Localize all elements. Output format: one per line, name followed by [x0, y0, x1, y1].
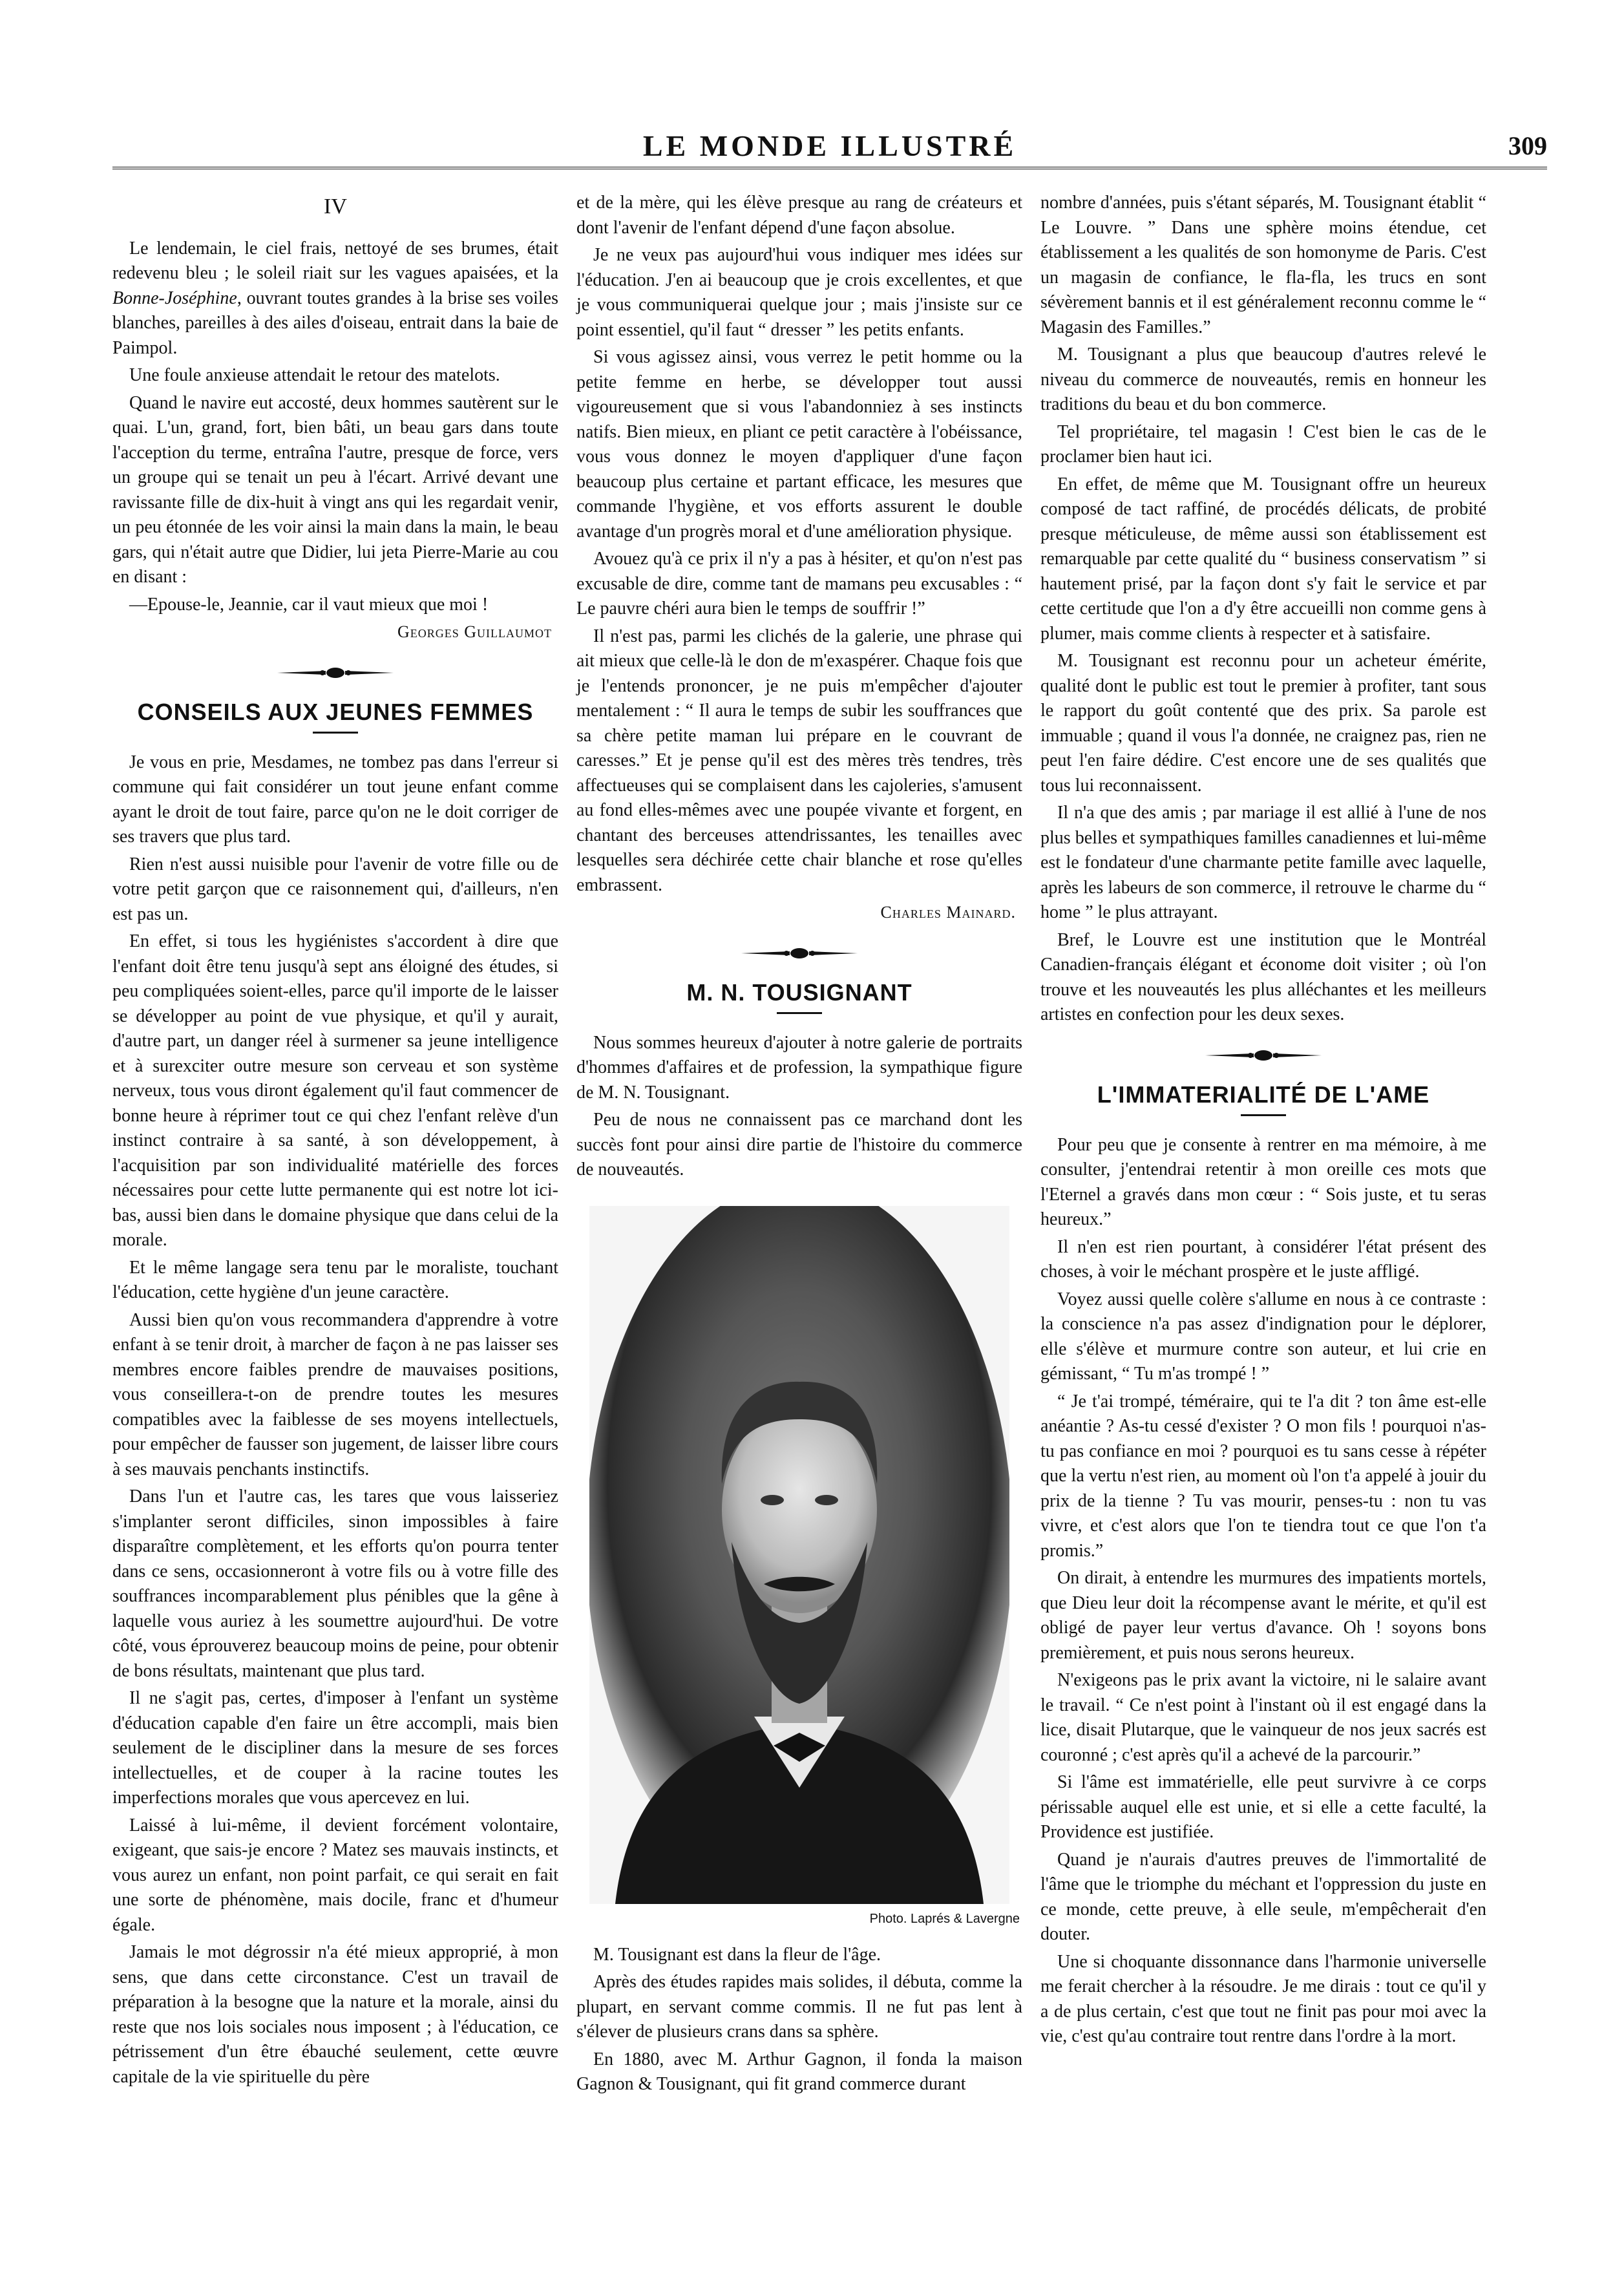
article-paragraph: Il ne s'agit pas, certes, d'imposer à l'enfant un système d'éducation capable d'en faire un être accompli, mais bien seulement de le discipliner dans la mesure de ses forces intellectuelles, et de couper à la racine toutes les imperfections morales que vous apercevez en lui. — [112, 1688, 558, 1808]
article-paragraph: Peu de nous ne connaissent pas ce marchand dont les succès font pour ainsi dire partie de l'histoire du commerce de nouveautés. — [576, 1110, 1022, 1179]
photo-credit: Photo. Laprés & Lavergne — [869, 1911, 1020, 1926]
article-paragraph: Après des études rapides mais solides, il débuta, comme la plupart, en servant comme commis. Il ne fut pas lent à s'élever de plusieurs crans dans sa sphère. — [576, 1972, 1022, 2042]
article-paragraph: Il n'est pas, parmi les clichés de la galerie, une phrase qui ait mieux que celle-là le don de m'exaspérer. Chaque fois que je l'entends prononcer, je ne puis m'empêcher d'ajouter mentalement : “ Il aura le temps de subir les souffrances que sa chère petite maman lui prépare en le couvrant de caresses.” Et je pense qu'il est des mères très tendres, très affectueuses qui se complaisent dans les cajoleries, s'amusent au fond elles-mêmes avec une poupée vivante et forgent, en chantant des berceuses attendrissantes, les tenailles avec lesquelles sera déchirée cette chair blanche et rose qu'elles embrassent. — [576, 626, 1022, 895]
ornament-divider-icon — [271, 663, 400, 682]
publication-title: LE MONDE ILLUSTRÉ — [642, 129, 1017, 162]
section-ornament — [112, 663, 558, 686]
article-paragraph: En effet, de même que M. Tousignant offre un heureux composé de tact raffiné, de procédés délicats, de probité presque méticuleuse, de même aussi son établissement est remarquable par cette qualité du “ business conservatism ” si hautement prisé, par la façon dont s'y fait le service et par cette certitude que l'on a d'y être accueilli non comme gens à plumer, mais comme clients à respecter et à satisfaire. — [1040, 474, 1486, 644]
article-paragraph: Rien n'est aussi nuisible pour l'avenir de votre fille ou de votre petit garçon que ce raisonnement qui, d'ailleurs, n'en est pas un. — [112, 854, 558, 924]
article-paragraph: nombre d'années, puis s'étant séparés, M. Tousignant établit “ Le Louvre. ” Dans une sphère moins étendue, cet établissement a les qualités de son homonyme de Paris. C'est un magasin de confiance, le fla-fla, les trucs en sont sévèrement bannis et il est généralement reconnu comme le “ Magasin des Familles.” — [1040, 193, 1486, 337]
column-1 — [112, 191, 558, 2092]
article-paragraph: En 1880, avec M. Arthur Gagnon, il fonda la maison Gagnon & Tousignant, qui fit grand commerce durant — [576, 2049, 1022, 2094]
article-paragraph: M. Tousignant est dans la fleur de l'âge. — [593, 1944, 881, 1965]
running-head — [112, 127, 1547, 169]
article-paragraph: “ Je t'ai trompé, téméraire, qui te l'a dit ? ton âme est-elle anéantie ? As-tu cessé d'exister ? O mon fils ! pourquoi n'as-tu pas confiance en moi ? pourquoi es tu sans cesse à répéter que la vertu n'est rien, au moment où l'on t'a appelé à jouir du prix de la tienne ? Tu vas mourir, penses-tu : non tu vas vivre, et c'est alors que l'on te tiendra tout ce que l'on t'a promis.” — [1040, 1391, 1486, 1561]
ornament-divider-icon — [1199, 1046, 1328, 1065]
article-paragraph: Si vous agissez ainsi, vous verrez le petit homme ou la petite femme en herbe, se développer tout aussi vigoureusement que si vous l'abandonniez à ses instincts natifs. Bien mieux, en pliant ce petit caractère à l'obéissance, vous vous donnez le moyen d'appliquer d'une façon beaucoup plus certaine et partant efficace, les mesures que commande l'hygiène, et vos efforts assurent le double avantage d'un progrès moral et d'une amélioration physique. — [576, 347, 1022, 542]
portrait-photo — [589, 1206, 1009, 1904]
title-rule — [1241, 1114, 1286, 1116]
story-paragraph: Quand le navire eut accosté, deux hommes sautèrent sur le quai. L'un, grand, fort, bien bâti, un beau gars dans toute l'acception du terme, entraîna l'autre, presque de force, vers un groupe qui se tenait un peu à l'écart. Arrivé devant une ravissante fille de dix-huit à vingt ans qui les regardait venir, un peu étonnée de les voir ainsi la main dans la main, le beau gars, qui n'était autre que Didier, lui jeta Pierre-Marie au cou en disant : — [112, 392, 558, 587]
article-paragraph: N'exigeons pas le prix avant la victoire, ni le salaire avant le travail. “ Ce n'est point à l'instant où il est engagé dans la lice, disait Plutarque, que le vainqueur de nos jeux sacrés est couronné ; c'est après qu'il a achevé de la parcourir.” — [1040, 1670, 1486, 1765]
column-2 — [576, 191, 1022, 2100]
article-paragraph: Aussi bien qu'on vous recommandera d'apprendre à votre enfant à se tenir droit, à marcher de façon à ne pas laisser ses membres encore faibles prendre de mauvaises positions, vous conseillera-t-on de prendre toutes les mesures compatibles avec la faiblesse de ses moyens intellectuels, pour empêcher de fausser son jugement, de laisser libre cours à ses mauvais penchants instinctifs. — [112, 1309, 558, 1479]
article-signature: Charles Mainard. — [880, 903, 1016, 922]
article-paragraph: Jamais le mot dégrossir n'a été mieux approprié, à mon sens, que dans cette circonstance. C'est un travail de préparation à la besogne que la nature et la morale, ainsi du reste que nos lois sociales nous imposent ; à l'éducation, ce pétrissement d'un être ébauché seulement, cette œuvre capitale de la vie spirituelle du père — [112, 1942, 558, 2087]
ornament-divider-icon — [735, 944, 864, 963]
article-paragraph: Une si choquante dissonnance dans l'harmonie universelle me ferait chercher à la résoudre. Je me dirais : tout ce qu'il y a de plus certain, c'est que tout ne finit pas pour moi avec la vie, c'est qu'au contraire tout rentre dans l'ordre à la mort. — [1040, 1951, 1486, 2046]
article-paragraph: On dirait, à entendre les murmures des impatients mortels, que Dieu leur doit la récompense avant le mérite, et qu'il est obligé de payer leur vertus d'avance. Oh ! soyons bons premièrement, et puis nous serons heureux. — [1040, 1568, 1486, 1663]
section-ornament — [1040, 1046, 1486, 1069]
article-paragraph: et de la mère, qui les élève presque au rang de créateurs et dont l'avenir de l'enfant dépend d'une façon absolue. — [576, 193, 1022, 238]
article-title-tousignant: M. N. TOUSIGNANT — [686, 978, 912, 1006]
article-paragraph: Dans l'un et l'autre cas, les tares que vous laisseriez s'implanter seront difficiles, sinon impossibles à faire disparaître complètement, et les efforts qu'on pourra tenter dans ce sens, occasionneront à votre fils ou à votre fille des souffrances incomparablement plus pénibles que la gêne à laquelle vous auriez à les soumettre aujourd'hui. De votre côté, vous éprouverez beaucoup moins de peine, pour obtenir de bons résultats, maintenant que plus tard. — [112, 1486, 558, 1681]
article-paragraph: Je vous en prie, Mesdames, ne tombez pas dans l'erreur si commune qui fait considérer un tout jeune enfant comme ayant le droit de tout faire, parce qu'on ne le doit corriger de ses travers que plus tard. — [112, 752, 558, 847]
title-rule — [777, 1012, 822, 1014]
ship-name: Bonne-Joséphine — [112, 288, 237, 308]
article-paragraph: Tel propriétaire, tel magasin ! C'est bien le cas de le proclamer bien haut ici. — [1040, 421, 1486, 467]
article-paragraph: Il n'en est rien pourtant, à considérer l'état présent des choses, à voir le méchant prospère et le juste affligé. — [1040, 1236, 1486, 1282]
article-paragraph: Si l'âme est immatérielle, elle peut survivre à ce corps périssable auquel elle est unie, et si elle a cette faculté, la Providence est justifiée. — [1040, 1772, 1486, 1842]
article-paragraph: M. Tousignant a plus que beaucoup d'autres relevé le niveau du commerce de nouveautés, remis en honneur les traditions du beau et du bon commerce. — [1040, 344, 1486, 414]
article-paragraph: Nous sommes heureux d'ajouter à notre galerie de portraits d'hommes d'affaires et de profession, la sympathique figure de M. N. Tousignant. — [576, 1032, 1022, 1103]
article-paragraph: Et le même langage sera tenu par le moraliste, touchant l'éducation, cette hygiène d'un jeune caractère. — [112, 1257, 558, 1302]
article-title-immaterialite: L'IMMATERIALITÉ DE L'AME — [1097, 1081, 1430, 1108]
page-number: 309 — [1508, 131, 1547, 160]
article-paragraph: Il n'a que des amis ; par mariage il est allié à l'une de nos plus belles et sympathiques familles canadiennes et lui-même est le fondateur d'une charmante petite famille avec laquelle, après les labeurs de son commerce, il retrouve le charme du “ home ” le plus attrayant. — [1040, 803, 1486, 922]
story-signature: Georges Guillaumot — [397, 622, 552, 641]
title-rule — [313, 732, 358, 734]
story-paragraph: Le lendemain, le ciel frais, nettoyé de ses brumes, était redevenu bleu ; le soleil riait sur les vagues apaisées, et la Bonne-Joséphine, ouvrant toutes grandes à la brise ses voiles blanches, pareilles à des ailes d'oiseau, entrait dans la baie de Paimpol. — [112, 238, 558, 358]
article-title-conseils: CONSEILS AUX JEUNES FEMMES — [137, 698, 534, 725]
article-paragraph: Avouez qu'à ce prix il n'y a pas à hésiter, et qu'on n'est pas excusable de dire, comme tant de mamans peu excusables : “ Le pauvre chéri aura bien le temps de souffrir !” — [576, 549, 1022, 619]
column-3 — [1040, 191, 1486, 2052]
article-paragraph: Quand je n'aurais d'autres preuves de l'immortalité de l'âme que le triomphe du méchant et l'oppression du juste en ce monde, cette preuve, à elle seule, m'empêcherait d'en douter. — [1040, 1849, 1486, 1944]
article-paragraph: Je ne veux pas aujourd'hui vous indiquer mes idées sur l'éducation. J'en ai beaucoup que je crois excellentes, et que je vous communiquerai quelque jour ; mais j'insiste sur ce point essentiel, qu'il faut “ dresser ” les petits enfants. — [576, 245, 1022, 340]
article-paragraph: Bref, le Louvre est une institution que le Montréal Canadien-français élégant et économe doit visiter ; où l'on trouve et les nouveautés les plus alléchantes et les meilleurs artistes en confection pour les deux sexes. — [1040, 929, 1486, 1024]
article-paragraph: M. Tousignant est reconnu pour un acheteur émérite, qualité dont le public est tout le premier à profiter, tant sous le rapport du goût contenté que des prix. Sa parole est immuable ; quand il vous l'a donnée, ne craignez pas, rien ne peut l'en faire dédire. C'est encore une de ses qualités que tous lui reconnaissent. — [1040, 651, 1486, 796]
story-paragraph: —Epouse-le, Jeannie, car il vaut mieux que moi ! — [129, 594, 489, 615]
story-paragraph: Une foule anxieuse attendait le retour des matelots. — [129, 365, 500, 385]
article-paragraph: Pour peu que je consente à rentrer en ma mémoire, à me consulter, j'entendrai retentir à mon oreille ces mots que l'Eternel a gravés dans mon cœur : “ Sois juste, et tu seras heureux.” — [1040, 1134, 1486, 1229]
section-ornament — [576, 944, 1022, 967]
portrait-image-icon — [589, 1206, 1009, 1904]
chapter-number: IV — [324, 195, 347, 218]
article-paragraph: Laissé à lui-même, il devient forcément volontaire, exigeant, que sais-je encore ? Matez ses mauvais instincts, et vous aurez un enfant, non point parfait, ce qui serait en fait une sorte de phénomène, mais docile, franc et d'humeur égale. — [112, 1815, 558, 1935]
article-paragraph: Voyez aussi quelle colère s'allume en nous à ce contraste : la conscience n'a pas assez d'indignation pour le déplorer, elle s'élève et murmure contre son auteur, et lui crie en gémissant, “ Tu m'as trompé ! ” — [1040, 1289, 1486, 1384]
article-paragraph: En effet, si tous les hygiénistes s'accordent à dire que l'enfant doit être tenu jusqu'à sept ans éloigné des études, si peu compliquées soient-elles, parce qu'il importe de le laisser se développer au point de vue physique, et qu'il y aurait, d'autre part, un danger réel à surmener sa jeune intelligence et à surexciter outre mesure son cerveau et son système nerveux, tous vous diront également qu'il faut commencer de bonne heure à réprimer tout ce qui chez l'enfant relève d'un instinct contraire à sa santé, à son développement, à l'acquisition par son individualité matérielle des forces nécessaires pour cette lutte permanente qui est notre lot ici-bas, aussi bien dans le domaine physique que dans celui de la morale. — [112, 931, 558, 1250]
